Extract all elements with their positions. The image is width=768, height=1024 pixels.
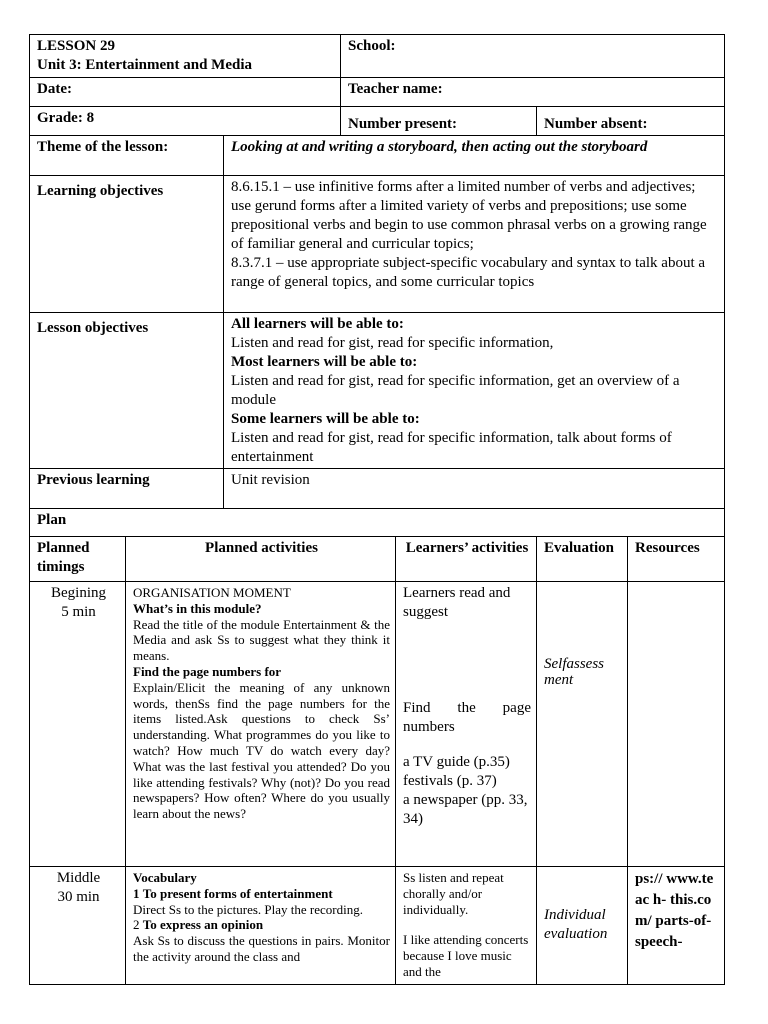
lesson-info-cell <box>30 35 341 78</box>
task-1-heading: To present forms of entertainment <box>142 885 333 901</box>
learners-festivals: festivals (p. 37) <box>403 773 497 789</box>
previous-learning-label-cell <box>30 469 224 509</box>
planned-activities-header: Planned activities <box>205 540 318 556</box>
some-learners-heading: Some learners will be able to: <box>231 411 420 427</box>
task-2-text: Ask Ss to discuss the questions in pairs. Monitor the activity around the class and <box>133 933 390 964</box>
number-present-label: Number present: <box>348 116 458 132</box>
organisation-moment: ORGANISATION MOMENT <box>133 585 291 600</box>
grade-cell <box>30 107 341 136</box>
date-cell <box>30 78 341 107</box>
number-absent-label: Number absent: <box>544 116 648 132</box>
middle-timing-cell <box>30 867 126 985</box>
learners-activities-header: Learners’ activities <box>405 540 529 556</box>
theme-label-cell <box>30 136 224 176</box>
beginning-stage: Begining <box>51 585 106 601</box>
theme-value-cell <box>224 136 725 176</box>
header-planned-activities <box>126 537 396 582</box>
most-learners-heading: Most learners will be able to: <box>231 354 418 370</box>
learning-objectives-label: Learning objectives <box>37 183 164 199</box>
learning-objective-1: 8.6.15.1 – use infinitive forms after a limited number of verbs and adjectives; use gerund forms after a limited variety of verbs and prepositions; use some prepositional verbs and begin to use common phrasal verbs on a growing range of familiar general and curricular topics; <box>231 179 707 252</box>
lesson-plan-page <box>29 34 724 985</box>
learners-find-pages: Find the page numbers <box>403 700 531 735</box>
module-question-heading: What’s in this module? <box>133 600 262 616</box>
task-2-number: 2 <box>133 917 140 933</box>
beginning-learners-cell <box>396 582 537 867</box>
learners-tv-guide: a TV guide (p.35) <box>403 754 510 770</box>
module-question-text: Read the title of the module Entertainment & the Media and ask Ss to suggest what they think it means. <box>133 616 390 664</box>
lesson-objectives-label-cell <box>30 313 224 469</box>
previous-learning-value: Unit revision <box>231 472 310 488</box>
some-learners-text: Listen and read for gist, read for specific information, talk about forms of entertainment <box>231 430 672 465</box>
learning-objectives-cell <box>224 176 725 313</box>
learning-objectives-label-cell <box>30 176 224 313</box>
learning-objective-2: 8.3.7.1 – use appropriate subject-specific vocabulary and syntax to talk about a range of general topics, and some curricular topics <box>231 255 706 290</box>
vocabulary-heading: Vocabulary <box>133 870 197 885</box>
school-label: School: <box>348 38 396 54</box>
beginning-timing-cell <box>30 582 126 867</box>
school-cell <box>341 35 725 78</box>
number-absent-cell <box>537 107 725 136</box>
previous-learning-value-cell <box>224 469 725 509</box>
teacher-label: Teacher name: <box>348 81 443 97</box>
unit-title: Unit 3: Entertainment and Media <box>37 57 252 73</box>
header-resources <box>628 537 725 582</box>
task-2-heading: To express an opinion <box>142 917 264 933</box>
resources-header: Resources <box>635 540 700 556</box>
previous-learning-label: Previous learning <box>37 472 150 488</box>
planned-timings-header: Planned timings <box>37 540 90 575</box>
header-planned-timings <box>30 537 126 582</box>
theme-value: Looking at and writing a storyboard, then acting out the storyboard <box>231 139 648 155</box>
task-1-number: 1 <box>133 885 140 901</box>
beginning-activities-cell <box>126 582 396 867</box>
learners-listen-repeat: Ss listen and repeat chorally and/or individually. <box>403 870 504 917</box>
middle-evaluation: Individual evaluation <box>544 907 608 942</box>
middle-activities-cell <box>126 867 396 985</box>
page-numbers-text: Explain/Elicit the meaning of any unknown words, thenSs find the page numbers for the items listed.Ask questions to check Ss’ understanding. What programmes do you like to watch? How much TV do watch every day? What was the last festival you attended? Do you like attending festivals? Why (not)? Do you read newspapers? How often? Where do you usually learn about the news? <box>133 679 390 822</box>
all-learners-text: Listen and read for gist, read for specific information, <box>231 335 554 351</box>
beginning-evaluation-cell <box>537 582 628 867</box>
task-1-text: Direct Ss to the pictures. Play the recording. <box>133 901 363 917</box>
lesson-number: LESSON 29 <box>37 38 115 54</box>
evaluation-header: Evaluation <box>544 540 615 556</box>
all-learners-heading: All learners will be able to: <box>231 316 404 332</box>
date-label: Date: <box>37 81 72 97</box>
teacher-cell <box>341 78 725 107</box>
beginning-time: 5 min <box>61 604 96 620</box>
middle-evaluation-cell <box>537 867 628 985</box>
most-learners-text: Listen and read for gist, read for specific information, get an overview of a module <box>231 373 680 408</box>
page-numbers-heading: Find the page numbers for <box>133 663 282 679</box>
header-evaluation <box>537 537 628 582</box>
lesson-objectives-label: Lesson objectives <box>37 320 149 336</box>
learners-newspaper: a newspaper (pp. 33, 34) <box>403 792 528 827</box>
middle-time: 30 min <box>57 889 100 905</box>
plan-title-cell <box>30 509 725 537</box>
number-present-cell <box>341 107 537 136</box>
middle-learners-cell <box>396 867 537 985</box>
header-learners-activities <box>396 537 537 582</box>
middle-resources-link[interactable]: ps:// www.teac h- this.com/ parts-of- speech- <box>635 871 714 950</box>
learners-read-suggest: Learners read and suggest <box>403 585 511 620</box>
grade-label: Grade: 8 <box>37 110 95 126</box>
beginning-evaluation: Selfassess ment <box>544 656 604 688</box>
theme-label: Theme of the lesson: <box>37 139 169 155</box>
middle-resources-cell <box>628 867 725 985</box>
lesson-objectives-cell <box>224 313 725 469</box>
middle-stage: Middle <box>56 870 101 886</box>
beginning-resources-cell <box>628 582 725 867</box>
lesson-plan-table <box>29 34 725 985</box>
plan-title: Plan <box>37 512 67 528</box>
learners-opinion-example: I like attending concerts because I love music and the <box>403 932 529 979</box>
